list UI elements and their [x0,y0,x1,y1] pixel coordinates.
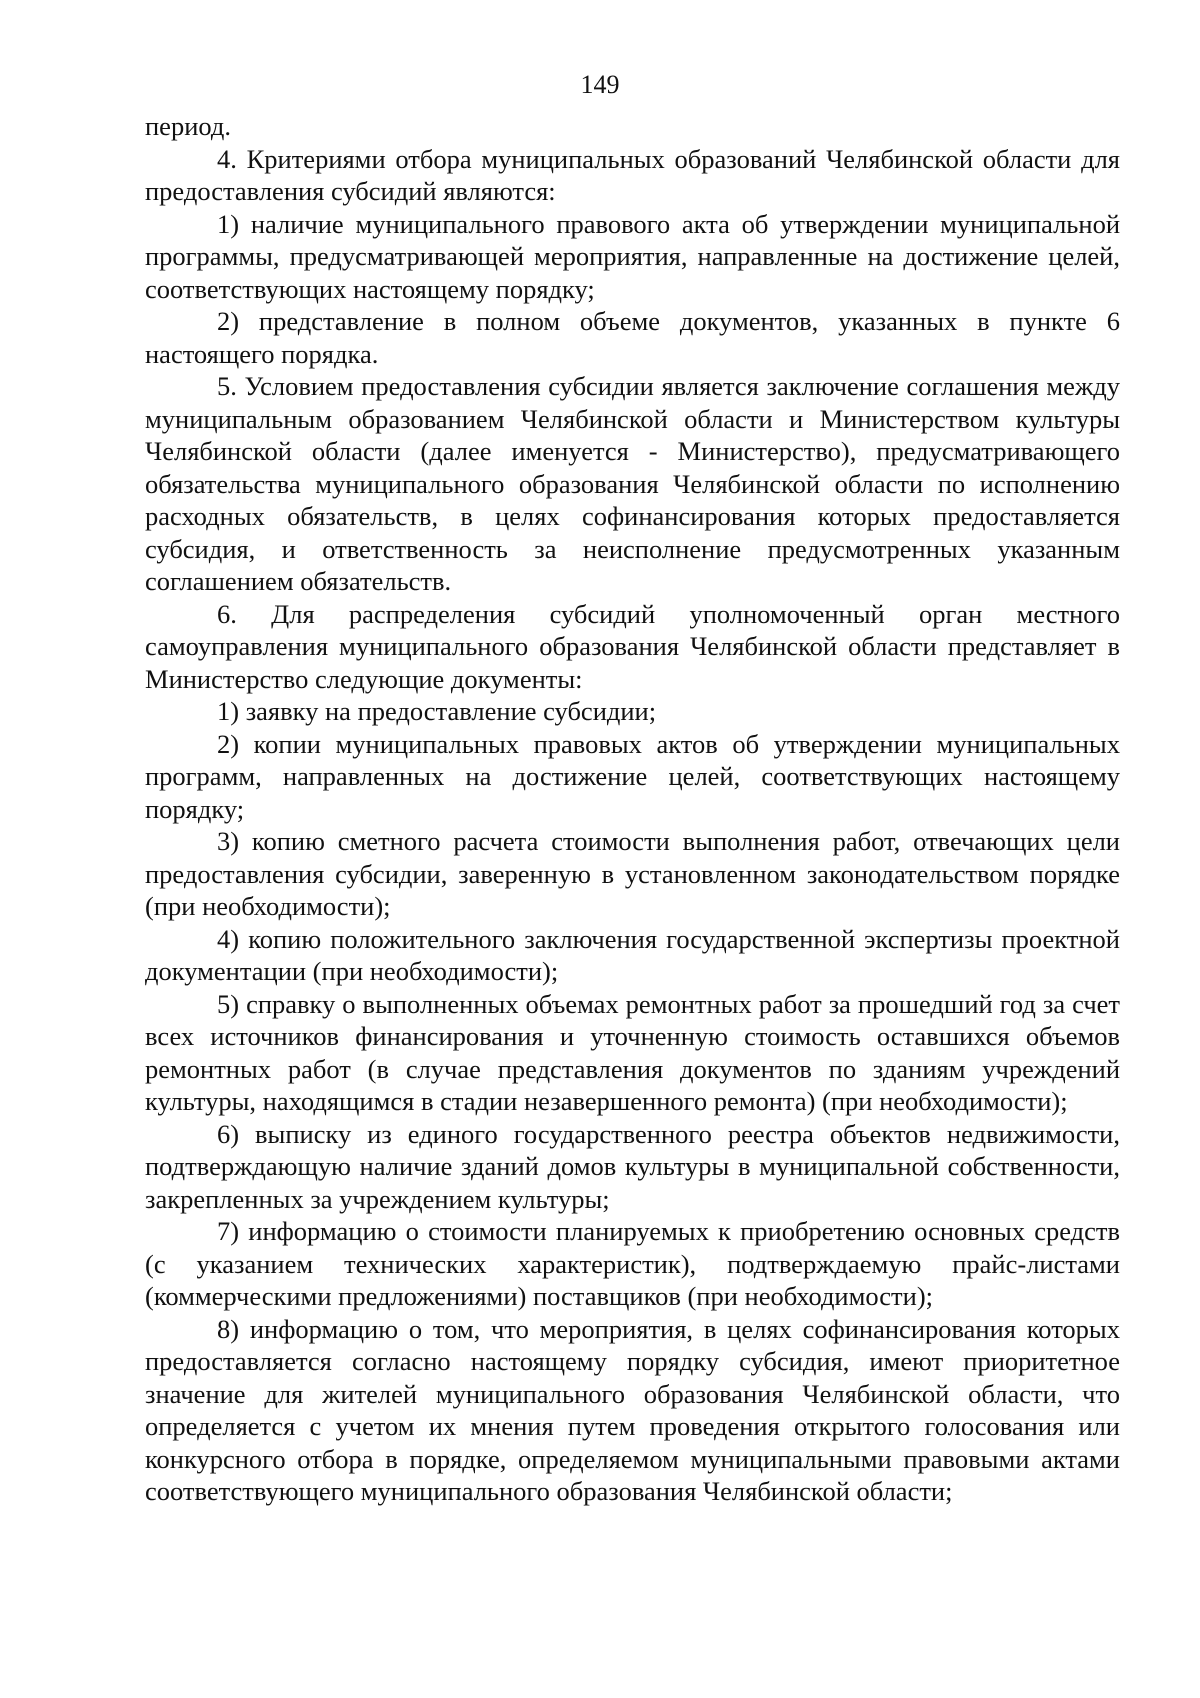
paragraph-clause-6-item-8: 8) информацию о том, что мероприятия, в целях софинансирования которых предоставляется согласно настоящему порядку субсидия, имеют приоритетное значение для жителей муниципального образования Челябинской области, что определяется с учетом их мнения путем проведения открытого голосования или конкурсного отбора в порядке, определяемом муниципальными правовыми актами соответствующего муниципального образования Челябинской области; [145,1313,1120,1506]
paragraph-clause-5: 5. Условием предоставления субсидии является заключение соглашения между муниципальным образованием Челябинской области и Министерством культуры Челябинской области (далее именуется - Министерство), предусматривающего обязательства муниципального образования Челябинской области по исполнению расходных обязательств, в целях софинансирования которых предоставляется субсидия, и ответственность за неисполнение предусмотренных указанным соглашением обязательств. [145,371,1120,596]
paragraph-clause-6-item-4: 4) копию положительного заключения государственной экспертизы проектной документации (при необходимости); [145,923,1120,986]
paragraph-clause-6-item-7: 7) информацию о стоимости планируемых к приобретению основных средств (с указанием технических характеристик), подтверждаемую прайс-листами (коммерческими предложениями) поставщиков (при необходимости); [145,1216,1120,1311]
paragraph-clause-4-item-1: 1) наличие муниципального правового акта об утверждении муниципальной программы, предусматривающей мероприятия, направленные на достижение целей, соответствующих настоящему порядку; [145,208,1120,304]
paragraph-clause-6-item-6: 6) выписку из единого государственного реестра объектов недвижимости, подтверждающую наличие зданий домов культуры в муниципальной собственности, закрепленных за учреждением культуры; [145,1118,1120,1214]
paragraph-clause-6-item-2: 2) копии муниципальных правовых актов об утверждении муниципальных программ, направленных на достижение целей, соответствующих настоящему порядку; [145,728,1120,824]
paragraph-clause-6: 6. Для распределения субсидий уполномоченный орган местного самоуправления муниципального образования Челябинской области представляет в Министерство следующие документы: [145,598,1120,694]
document-body [145,110,1120,1508]
paragraph-clause-4: 4. Критериями отбора муниципальных образований Челябинской области для предоставления субсидий являются: [145,143,1120,206]
paragraph-clause-6-item-1: 1) заявку на предоставление субсидии; [217,696,657,726]
paragraph-period-continuation: период. [145,111,231,141]
paragraph-clause-6-item-5: 5) справку о выполненных объемах ремонтных работ за прошедший год за счет всех источников финансирования и уточненную стоимость оставшихся объемов ремонтных работ (в случае представления документов по зданиям учреждений культуры, находящимся в стадии незавершенного ремонта) (при необходимости); [145,988,1120,1116]
page-number: 149 [580,70,620,99]
paragraph-clause-4-item-2: 2) представление в полном объеме документов, указанных в пункте 6 настоящего порядка. [145,306,1120,369]
paragraph-clause-6-item-3: 3) копию сметного расчета стоимости выполнения работ, отвечающих цели предоставления субсидии, заверенную в установленном законодательством порядке (при необходимости); [145,826,1120,921]
